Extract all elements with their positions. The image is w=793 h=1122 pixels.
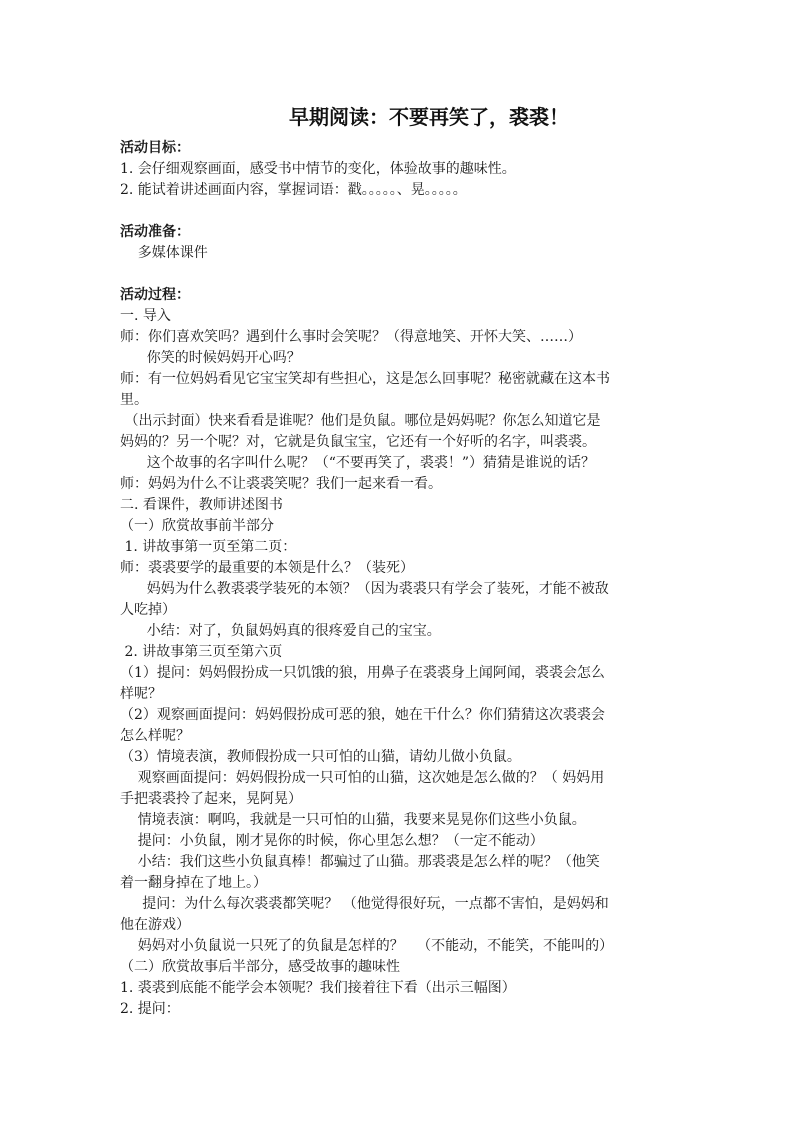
page-title: 早期阅读：不要再笑了，裘裘！ — [289, 105, 569, 129]
process-line: 他在游戏） — [120, 917, 190, 933]
process-line: 情境表演：啊呜，我就是一只可怕的山猫，我要来晃晃你们这些小负鼠。 — [120, 812, 586, 828]
process-line: （3）情境表演，教师假扮成一只可怕的山猫，请幼儿做小负鼠。 — [120, 749, 521, 765]
process-line: 1. 裘裘到底能不能学会本领呢？我们接着往下看（出示三幅图） — [120, 980, 516, 996]
goals-heading: 活动目标： — [120, 140, 190, 156]
process-line: （一）欣赏故事前半部分 — [120, 518, 274, 534]
process-line: （2）观察画面提问：妈妈假扮成可恶的狼，她在干什么？你们猜猜这次裘裘会 — [120, 707, 605, 723]
process-line: 这个故事的名字叫什么呢？（“不要再笑了，裘裘！”）猜猜是谁说的话？ — [120, 455, 596, 471]
process-line: 2. 讲故事第三页至第六页 — [120, 644, 283, 660]
prep-item: 多媒体课件 — [120, 245, 208, 261]
process-line: 样呢？ — [120, 686, 162, 702]
goal-item: 1. 会仔细观察画面，感受书中情节的变化，体验故事的趣味性。 — [120, 161, 516, 177]
process-line: 观察画面提问：妈妈假扮成一只可怕的山猫，这次她是怎么做的？（ 妈妈用 — [120, 770, 605, 786]
process-line: 1. 讲故事第一页至第二页： — [120, 539, 297, 555]
process-line: 二. 看课件，教师讲述图书 — [120, 497, 283, 513]
process-line: 师：裘裘要学的最重要的本领是什么？（装死） — [120, 560, 414, 576]
process-line: 师：有一位妈妈看见它宝宝笑却有些担心，这是怎么回事呢？秘密就藏在这本书 — [120, 371, 610, 387]
process-line: 师：妈妈为什么不让裘裘笑呢？我们一起来看一看。 — [120, 476, 442, 492]
process-line: 人吃掉） — [120, 602, 176, 618]
process-line: 你笑的时候妈妈开心吗？ — [120, 350, 301, 366]
spacer — [120, 264, 680, 285]
process-heading: 活动过程： — [120, 287, 190, 303]
process-line: 小结：我们这些小负鼠真棒！都骗过了山猫。那裘裘是怎么样的呢？（他笑 — [120, 854, 600, 870]
process-line: 一. 导入 — [120, 308, 171, 324]
process-line: （二）欣赏故事后半部分，感受故事的趣味性 — [120, 959, 400, 975]
document-body — [120, 138, 680, 1020]
process-line: （出示封面）快来看看是谁呢？他们是负鼠。哪位是妈妈呢？你怎么知道它是 — [120, 413, 601, 429]
process-line: 着一翻身掉在了地上。） — [120, 875, 267, 891]
process-line: 妈妈为什么教裘裘学装死的本领？（因为裘裘只有学会了装死，才能不被敌 — [120, 581, 609, 597]
goal-item: 2. 能试着讲述画面内容，掌握词语：戳。。。。。、晃。。。。。 — [120, 182, 467, 198]
spacer — [120, 201, 680, 222]
process-line: 提问：为什么每次裘裘都笑呢？ （他觉得很好玩，一点都不害怕，是妈妈和 — [120, 896, 609, 912]
process-line: 小结：对了，负鼠妈妈真的很疼爱自己的宝宝。 — [120, 623, 441, 639]
process-line: 2. 提问： — [120, 1001, 180, 1017]
process-line: 提问：小负鼠，刚才晃你的时候，你心里怎么想？（一定不能动） — [120, 833, 544, 849]
process-line: 妈妈对小负鼠说一只死了的负鼠是怎样的？ （不能动，不能笑，不能叫的） — [120, 938, 614, 954]
process-line: 里。 — [120, 392, 148, 408]
process-line: （1）提问：妈妈假扮成一只饥饿的狼，用鼻子在裘裘身上闻阿闻，裘裘会怎么 — [120, 665, 605, 681]
process-line: 师：你们喜欢笑吗？遇到什么事时会笑呢？（得意地笑、开怀大笑、……） — [120, 329, 582, 345]
process-line: 妈妈的？另一个呢？对，它就是负鼠宝宝，它还有一个好听的名字，叫裘裘。 — [120, 434, 596, 450]
prep-heading: 活动准备： — [120, 224, 190, 240]
process-line: 手把裘裘拎了起来，晃阿晃） — [120, 791, 302, 807]
process-line: 怎么样呢？ — [120, 728, 190, 744]
